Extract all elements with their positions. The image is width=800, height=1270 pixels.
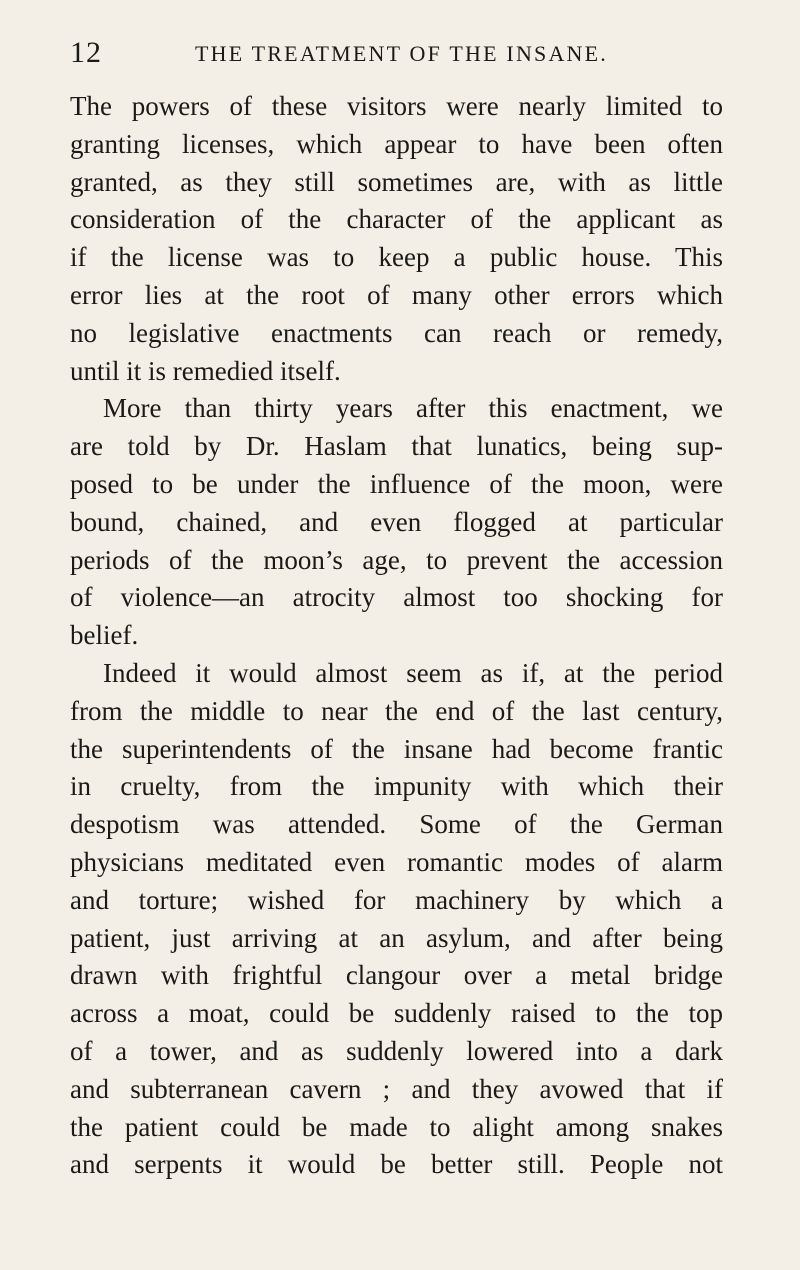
running-head: THE TREATMENT OF THE INSANE.	[195, 41, 608, 66]
text-line: are told by Dr. Haslam that lunatics, being sup-	[70, 431, 723, 462]
text-line: periods of the moon’s age, to prevent the accession	[70, 544, 723, 575]
text-line: of a tower, and as suddenly lowered into a dark	[70, 1035, 723, 1066]
text-line: granted, as they still sometimes are, with as little	[70, 166, 723, 197]
text-line: and subterranean cavern ; and they avowed that if	[70, 1073, 723, 1104]
page-header	[0, 38, 800, 78]
text-line: until it is remedied itself.	[70, 355, 341, 386]
text-line: if the license was to keep a public house. This	[70, 242, 723, 273]
text-line: the superintendents of the insane had become frantic	[70, 733, 723, 764]
text-line: across a moat, could be suddenly raised to the top	[70, 998, 723, 1029]
text-line: of violence—an atrocity almost too shocking for	[70, 582, 723, 613]
text-line: The powers of these visitors were nearly limited to	[70, 91, 723, 121]
body-text	[70, 88, 723, 1184]
text-line: Indeed it would almost seem as if, at the period	[103, 657, 723, 688]
text-line: consideration of the character of the applicant as	[70, 204, 723, 235]
text-line: drawn with frightful clangour over a metal bridge	[70, 960, 723, 991]
text-line: granting licenses, which appear to have been often	[70, 128, 723, 159]
text-line: from the middle to near the end of the last century,	[70, 695, 723, 726]
text-line: posed to be under the influence of the moon, were	[70, 468, 723, 499]
text-line: physicians meditated even romantic modes of alarm	[70, 846, 723, 877]
text-line: the patient could be made to alight among snakes	[70, 1111, 723, 1142]
text-line: bound, chained, and even flogged at particular	[70, 506, 723, 537]
text-line: belief.	[70, 620, 139, 651]
text-line: and serpents it would be better still. People not	[70, 1149, 723, 1180]
text-line: in cruelty, from the impunity with which their	[70, 771, 723, 802]
text-line: error lies at the root of many other errors which	[70, 279, 723, 310]
text-line: patient, just arriving at an asylum, and after being	[70, 922, 723, 953]
text-line: no legislative enactments can reach or remedy,	[70, 317, 723, 348]
page-number: 12	[70, 36, 102, 69]
text-line: and torture; wished for machinery by which a	[70, 884, 723, 915]
text-line: More than thirty years after this enactment, we	[103, 393, 723, 424]
text-line: despotism was attended. Some of the German	[70, 809, 723, 840]
